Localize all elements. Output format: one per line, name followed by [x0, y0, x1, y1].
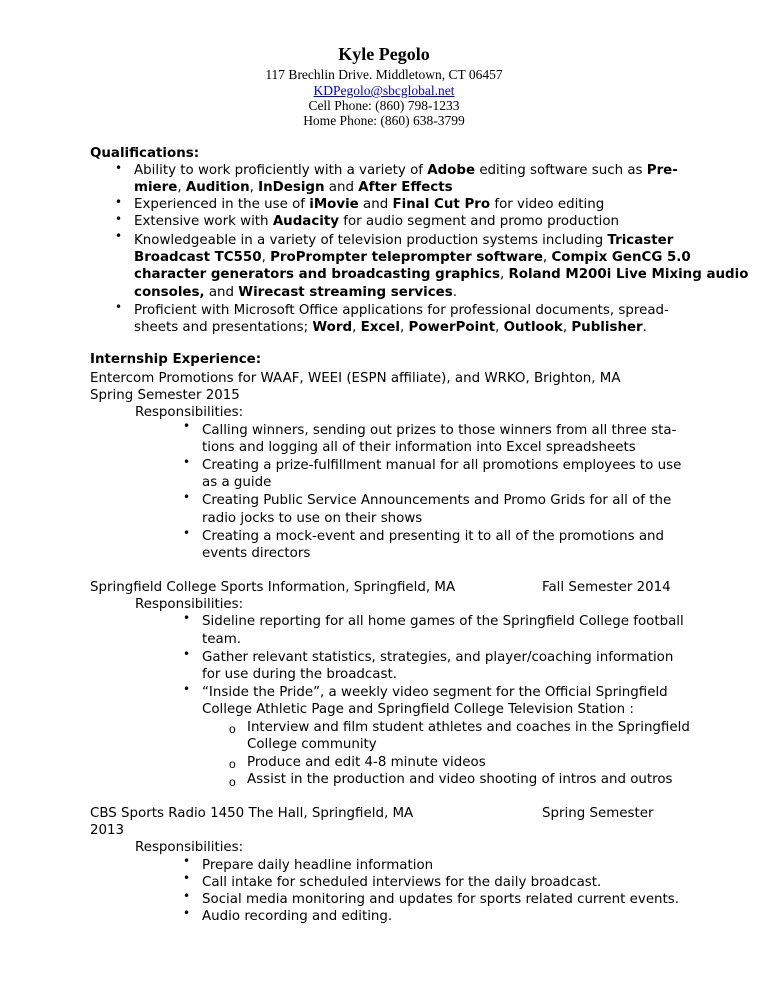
internship-heading: Internship Experience:: [90, 352, 262, 367]
responsibility-line: Prepare daily headline information: [202, 858, 434, 873]
job-employer: CBS Sports Radio 1450 The Hall, Springfield, MA: [90, 806, 414, 821]
bullet-icon: •: [115, 161, 123, 175]
responsibility-line: tions and logging all of their information into Excel spreadsheets: [202, 440, 636, 455]
responsibility-line: Creating a prize-fulfillment manual for all promotions employees to use: [202, 458, 682, 473]
bullet-icon: •: [183, 906, 191, 920]
email-link[interactable]: KDPegolo@sbcglobal.net: [313, 83, 455, 98]
bullet-icon: •: [115, 212, 123, 226]
sub-bullet-icon: o: [229, 775, 236, 789]
address-line: 117 Brechlin Drive. Middletown, CT 06457: [265, 67, 503, 82]
bullet-icon: •: [183, 854, 191, 868]
bullet-icon: •: [183, 611, 191, 625]
responsibility-line: Creating Public Service Announcements and Promo Grids for all of the: [202, 493, 672, 508]
job-employer: Entercom Promotions for WAAF, WEEI (ESPN affiliate), and WRKO, Brighton, MA: [90, 371, 621, 386]
bullet-icon: •: [115, 229, 123, 243]
responsibility-line: team.: [202, 632, 241, 647]
responsibility-line: for use during the broadcast.: [202, 667, 397, 682]
qualification-line: Proficient with Microsoft Office applications for professional documents, spread-: [134, 303, 669, 318]
job-term-year: 2013: [90, 823, 125, 838]
responsibility-line: College Athletic Page and Springfield College Television Station :: [202, 702, 634, 717]
bullet-icon: •: [115, 300, 123, 314]
responsibilities-label: Responsibilities:: [135, 840, 244, 855]
sub-responsibility-line: Interview and film student athletes and coaches in the Springfield: [247, 720, 690, 735]
qualification-line: Ability to work proficiently with a variety of Adobe editing software such as Pre-: [134, 163, 678, 178]
qualification-line: character generators and broadcasting graphics, Roland M200i Live Mixing audio: [134, 267, 749, 282]
responsibilities-label: Responsibilities:: [135, 405, 244, 420]
responsibility-line: radio jocks to use on their shows: [202, 511, 423, 526]
sub-responsibility-line: Assist in the production and video shooting of intros and outros: [247, 772, 673, 787]
qualifications-heading: Qualifications:: [90, 146, 200, 161]
job-term: Spring Semester: [542, 806, 654, 821]
sub-responsibility-line: College community: [247, 737, 377, 752]
bullet-icon: •: [183, 419, 191, 433]
bullet-icon: •: [183, 455, 191, 469]
qualification-line: miere, Audition, InDesign and After Effects: [134, 180, 453, 195]
job-employer: Springfield College Sports Information, Springfield, MA: [90, 580, 456, 595]
qualification-line: Experienced in the use of iMovie and Final Cut Pro for video editing: [134, 197, 605, 212]
bullet-icon: •: [115, 195, 123, 209]
bullet-icon: •: [183, 889, 191, 903]
bullet-icon: •: [183, 871, 191, 885]
email-link-wrap: [0, 83, 768, 99]
bullet-icon: •: [183, 647, 191, 661]
responsibility-line: Gather relevant statistics, strategies, and player/coaching information: [202, 650, 674, 665]
sub-bullet-icon: o: [229, 757, 236, 771]
responsibility-line: as a guide: [202, 475, 272, 490]
cell-phone-line: Cell Phone: (860) 798-1233: [308, 98, 460, 113]
bullet-icon: •: [183, 526, 191, 540]
job-term: Spring Semester 2015: [90, 388, 240, 403]
home-phone-line: Home Phone: (860) 638-3799: [303, 113, 465, 128]
bullet-icon: •: [183, 490, 191, 504]
responsibility-line: Sideline reporting for all home games of the Springfield College football: [202, 614, 684, 629]
responsibility-line: Calling winners, sending out prizes to those winners from all three sta-: [202, 423, 677, 438]
qualification-line: Broadcast TC550, ProPrompter teleprompter software, Compix GenCG 5.0: [134, 250, 691, 265]
qualification-line: Extensive work with Audacity for audio segment and promo production: [134, 214, 620, 229]
job-term: Fall Semester 2014: [542, 580, 671, 595]
responsibility-line: Audio recording and editing.: [202, 909, 393, 924]
responsibility-line: Creating a mock-event and presenting it to all of the promotions and: [202, 529, 665, 544]
resume-name: Kyle Pegolo: [338, 44, 430, 64]
responsibility-line: “Inside the Pride”, a weekly video segment for the Official Springfield: [202, 685, 668, 700]
sub-bullet-icon: o: [229, 722, 236, 736]
sub-responsibility-line: Produce and edit 4-8 minute videos: [247, 755, 486, 770]
responsibility-line: Call intake for scheduled interviews for the daily broadcast.: [202, 875, 602, 890]
responsibilities-label: Responsibilities:: [135, 597, 244, 612]
qualification-line: Knowledgeable in a variety of television production systems including Tricaster: [134, 233, 674, 248]
responsibility-line: events directors: [202, 546, 311, 561]
responsibility-line: Social media monitoring and updates for sports related current events.: [202, 892, 680, 907]
bullet-icon: •: [183, 682, 191, 696]
qualification-line: sheets and presentations; Word, Excel, PowerPoint, Outlook, Publisher.: [134, 320, 647, 335]
qualification-line: consoles, and Wirecast streaming services.: [134, 285, 457, 300]
